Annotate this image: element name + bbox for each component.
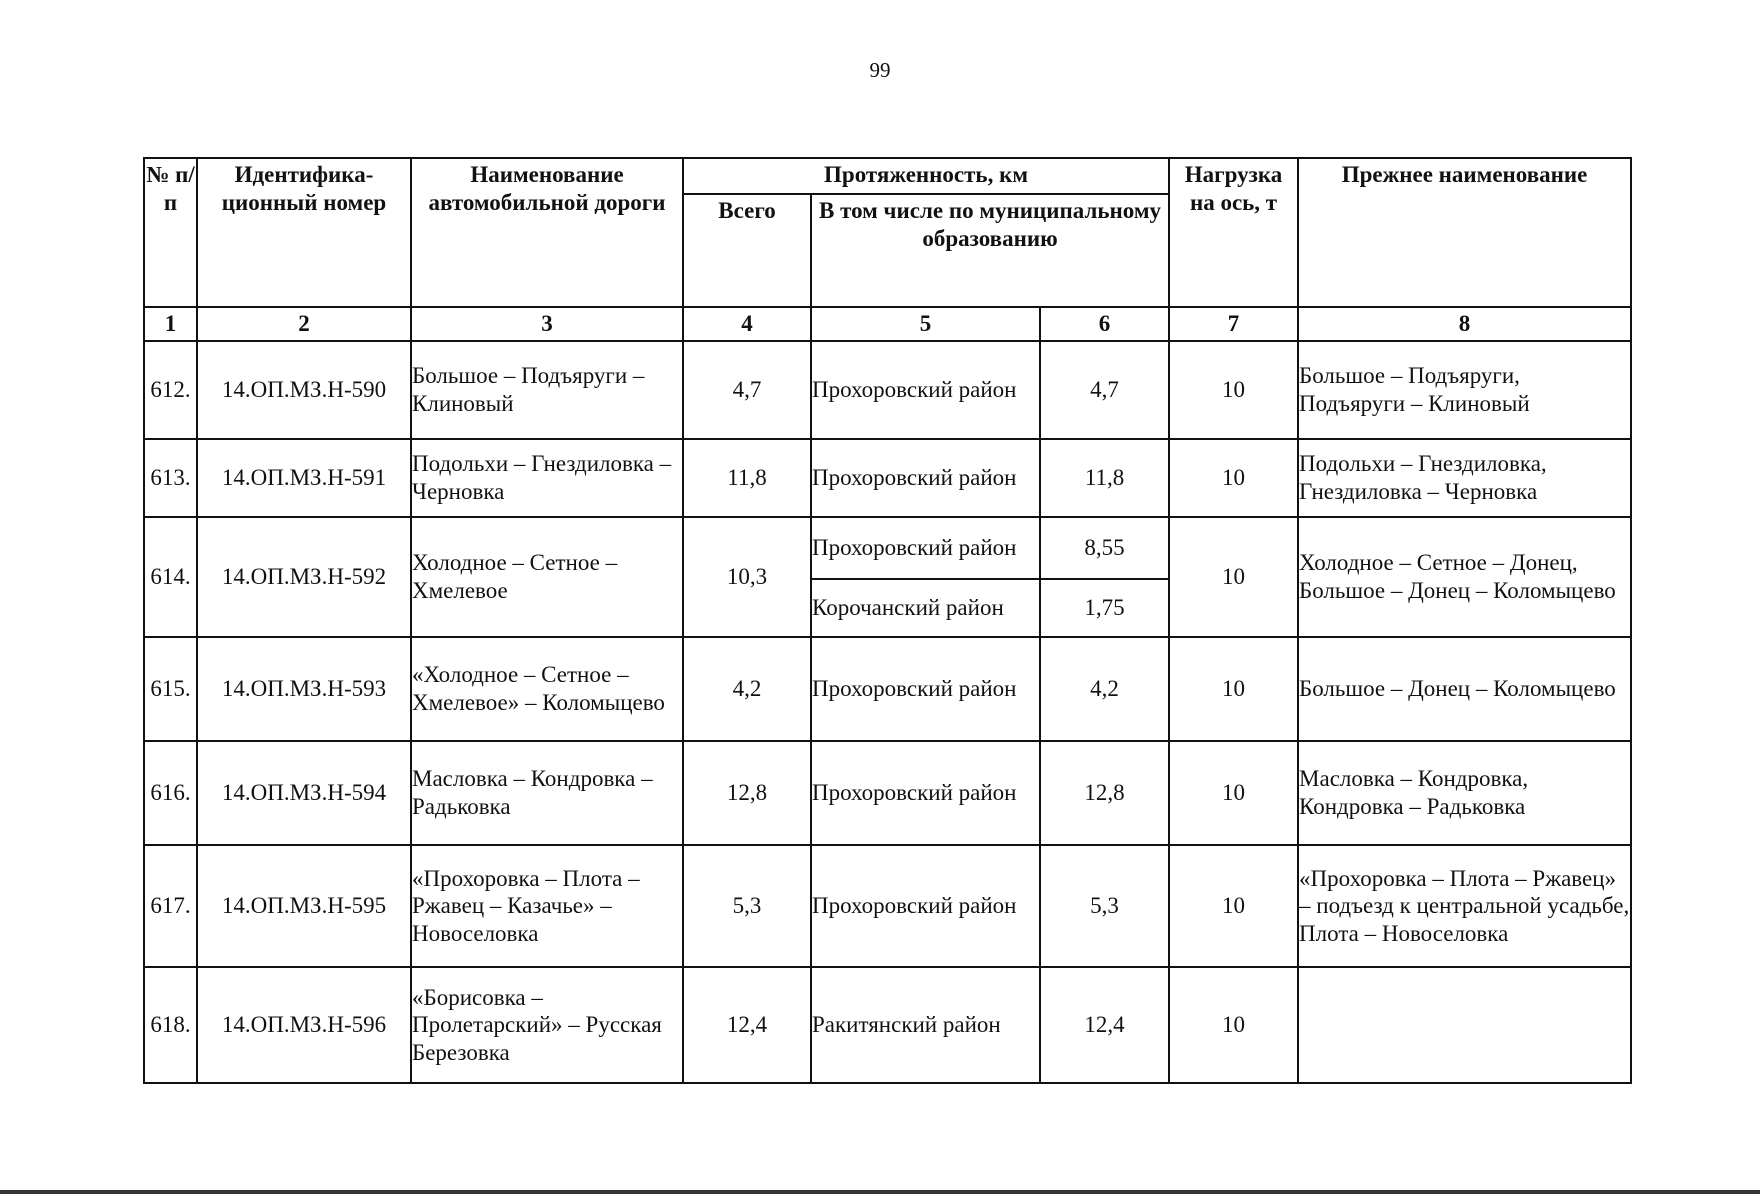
row-number: 617.: [144, 845, 197, 967]
district-length: 1,75: [1040, 579, 1169, 637]
column-number: 5: [811, 307, 1040, 341]
district-length: 4,7: [1040, 341, 1169, 439]
row-number: 616.: [144, 741, 197, 845]
column-number: 1: [144, 307, 197, 341]
column-number: 2: [197, 307, 411, 341]
former-name: Большое – Донец – Коломыцево: [1298, 637, 1631, 741]
header-length: Протяженность, км: [683, 158, 1169, 194]
district-length: 12,8: [1040, 741, 1169, 845]
axle-load: 10: [1169, 637, 1298, 741]
table-row: [144, 637, 1631, 741]
road-id: 14.ОП.МЗ.Н-595: [197, 845, 411, 967]
column-number: 8: [1298, 307, 1631, 341]
district-name: Прохоровский район: [811, 741, 1040, 845]
header-num: № п/п: [144, 158, 197, 307]
road-name: Холодное – Сетное – Хмелевое: [411, 517, 683, 637]
header-load: Нагрузка на ось, т: [1169, 158, 1298, 307]
district-name: Прохоровский район: [811, 517, 1040, 579]
axle-load: 10: [1169, 845, 1298, 967]
header-name: Наименование автомобильной дороги: [411, 158, 683, 307]
district-length: 11,8: [1040, 439, 1169, 517]
header-former: Прежнее наименование: [1298, 158, 1631, 307]
column-number: 4: [683, 307, 811, 341]
row-number: 612.: [144, 341, 197, 439]
roads-table: [143, 157, 1632, 1084]
axle-load: 10: [1169, 967, 1298, 1083]
length-total: 10,3: [683, 517, 811, 637]
road-id: 14.ОП.МЗ.Н-592: [197, 517, 411, 637]
road-name: Масловка – Кондровка – Радьковка: [411, 741, 683, 845]
former-name: Холодное – Сетное – Донец, Большое – Донец – Коломыцево: [1298, 517, 1631, 637]
row-number: 614.: [144, 517, 197, 637]
district-length: 12,4: [1040, 967, 1169, 1083]
road-id: 14.ОП.МЗ.Н-596: [197, 967, 411, 1083]
length-total: 11,8: [683, 439, 811, 517]
footer-rule: [0, 1190, 1760, 1194]
road-name: Большое – Подъяруги – Клиновый: [411, 341, 683, 439]
road-name: «Прохоровка – Плота – Ржавец – Казачье» – Новоселовка: [411, 845, 683, 967]
column-number: 6: [1040, 307, 1169, 341]
axle-load: 10: [1169, 341, 1298, 439]
length-total: 5,3: [683, 845, 811, 967]
axle-load: 10: [1169, 517, 1298, 637]
former-name: [1298, 967, 1631, 1083]
district-length: 5,3: [1040, 845, 1169, 967]
table-row: [144, 845, 1631, 967]
length-total: 12,4: [683, 967, 811, 1083]
district-name: Прохоровский район: [811, 637, 1040, 741]
former-name: Масловка – Кондровка, Кондровка – Радьковка: [1298, 741, 1631, 845]
table-row: [144, 967, 1631, 1083]
former-name: Большое – Подъяруги, Подъяруги – Клиновый: [1298, 341, 1631, 439]
column-number: 7: [1169, 307, 1298, 341]
length-total: 4,2: [683, 637, 811, 741]
former-name: «Прохоровка – Плота – Ржавец» – подъезд к центральной усадьбе, Плота – Новоселовка: [1298, 845, 1631, 967]
road-name: «Борисовка – Пролетарский» – Русская Березовка: [411, 967, 683, 1083]
row-number: 613.: [144, 439, 197, 517]
road-id: 14.ОП.МЗ.Н-594: [197, 741, 411, 845]
header-total: Всего: [683, 194, 811, 307]
district-name: Прохоровский район: [811, 845, 1040, 967]
road-name: Подольхи – Гнездиловка – Черновка: [411, 439, 683, 517]
district-length: 4,2: [1040, 637, 1169, 741]
former-name: Подольхи – Гнездиловка, Гнездиловка – Черновка: [1298, 439, 1631, 517]
table-row: [144, 341, 1631, 439]
road-name: «Холодное – Сетное – Хмелевое» – Коломыцево: [411, 637, 683, 741]
row-number: 618.: [144, 967, 197, 1083]
table-row: [144, 517, 1631, 579]
district-name: Корочанский район: [811, 579, 1040, 637]
length-total: 4,7: [683, 341, 811, 439]
column-number: 3: [411, 307, 683, 341]
length-total: 12,8: [683, 741, 811, 845]
table-row: [144, 741, 1631, 845]
header-id: Идентифика-ционный номер: [197, 158, 411, 307]
road-id: 14.ОП.МЗ.Н-590: [197, 341, 411, 439]
page-number: 99: [869, 58, 891, 82]
road-id: 14.ОП.МЗ.Н-593: [197, 637, 411, 741]
axle-load: 10: [1169, 741, 1298, 845]
district-name: Ракитянский район: [811, 967, 1040, 1083]
header-municipal: В том числе по муниципальному образованию: [811, 194, 1169, 307]
road-id: 14.ОП.МЗ.Н-591: [197, 439, 411, 517]
axle-load: 10: [1169, 439, 1298, 517]
district-length: 8,55: [1040, 517, 1169, 579]
table-row: [144, 439, 1631, 517]
district-name: Прохоровский район: [811, 341, 1040, 439]
district-name: Прохоровский район: [811, 439, 1040, 517]
row-number: 615.: [144, 637, 197, 741]
